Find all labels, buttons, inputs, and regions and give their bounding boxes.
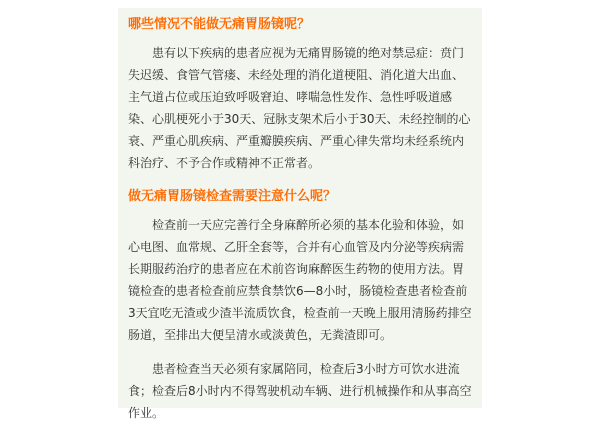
section-heading-precautions: 做无痛胃肠镜检查需要注意什么呢？ xyxy=(128,189,337,204)
paragraph-contraindications: 患有以下疾病的患者应视为无痛胃肠镜的绝对禁忌症：贲门失迟缓、食管气管瘘、未经处理的消化道梗阻、消化道大出血、主气道占位或压迫致呼吸窘迫、哮喘急性发作、急性呼吸道感染、心肌梗死小于30天、冠脉支架术后小于30天、未经控制的心衰、严重心肌疾病、严重瓣膜疾病、严重心律失常均未经系统内科治疗、不予合作或精神不正常者。 xyxy=(128,46,471,170)
article-card xyxy=(118,8,482,420)
section-heading-contraindications: 哪些情况不能做无痛胃肠镜呢？ xyxy=(128,17,311,32)
paragraph-preparation: 检查前一天应完善行全身麻醉所必须的基本化验和体验，如心电图、血常规、乙肝全套等，合并有心血管及内分泌等疾病需长期服药治疗的患者应在术前咨询麻醉医生药物的使用方法。胃镜检查的患者检查前应禁食禁饮6—8小时，肠镜检查患者检查前3天宜吃无渣或少渣半流质饮食，检查前一天晚上服用清肠药排空肠道，至排出大便呈清水或淡黄色，无粪渣即可。 xyxy=(128,218,472,342)
paragraph-aftercare: 患者检查当天必须有家属陪同，检查后3小时方可饮水进流食；检查后8小时内不得驾驶机动车辆、进行机械操作和从事高空作业。 xyxy=(128,362,472,420)
